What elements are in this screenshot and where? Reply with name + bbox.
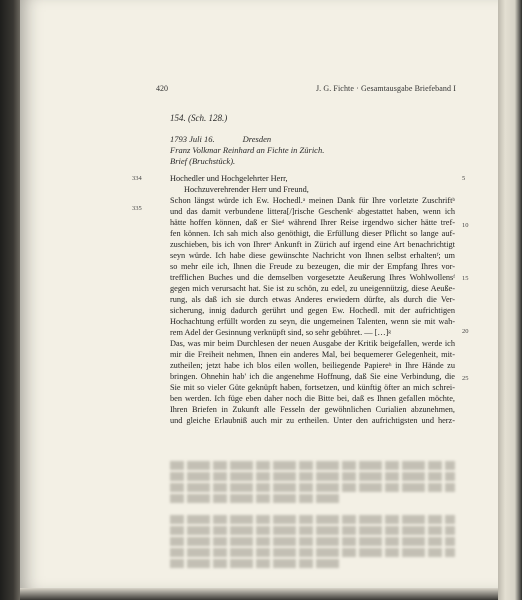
text-line: mir die Freiheit nehmen, Ihnen ein anderes Mal, bei bequemerer Gelegenheit, mit- xyxy=(170,350,455,359)
letter-date-line xyxy=(170,134,271,144)
page-bottom-edge xyxy=(20,588,498,600)
margin-ref-334: 334 xyxy=(132,175,142,182)
text-line: trefflichen Buches und die demselben vorgesetzte Aeußerung Ihres Wohlwollensᶠ xyxy=(170,273,455,282)
text-line: Ihren Briefen in Zukunft alle Fesseln der gewöhnlichen Curialien abzunehmen, xyxy=(170,405,455,414)
running-head xyxy=(156,84,456,96)
page-number: 420 xyxy=(156,84,168,93)
salutation-line: Hochzuverehrender Herr und Freund, xyxy=(184,185,309,194)
running-title: J. G. Fichte · Gesamtausgabe Briefeband I xyxy=(315,84,456,93)
letter-number: 154. (Sch. 128.) xyxy=(170,113,228,123)
text-line: und gleiche Erlaubniß auch mir zu ertheilen. Unter den aufrichtigsten und herz- xyxy=(170,416,455,425)
blurred-footnote-line xyxy=(170,526,455,535)
line-number-15: 15 xyxy=(462,275,469,282)
text-line: rem Adel der Gesinnung verknüpft sind, so sehr gebühret. — […]ᵍ xyxy=(170,328,391,337)
text-line: fen können. Ich sah mich also genöthigt, die Erfüllung dieser Pflicht so lange auf- xyxy=(170,229,455,238)
text-line: bringen. Ohnehin hab' ich die angenehme Hoffnung, daß Sie eine Verbindung, die xyxy=(170,372,455,381)
blurred-apparatus-line xyxy=(170,472,455,481)
text-line: hätte hoffen können, daß er Sieᵈ während Ihrer Reise irgendwo sicher hätte tref- xyxy=(170,218,455,227)
text-line: gegen mich verursacht hat. Sie ist zu schön, zu edel, zu uneigennützig, diese Aeuße- xyxy=(170,284,455,293)
book-gutter-shadow xyxy=(0,0,22,600)
text-line: Schon längst würde ich Ew. Hochedl.ᵃ meinen Dank für Ihre vorletzte Zuschriftᵇ xyxy=(170,196,455,205)
text-line: zutheilen; jetzt habe ich blos eilen wollen, beiliegende Papiereʰ in Ihre Hände zu xyxy=(170,361,455,370)
blurred-apparatus-line xyxy=(170,494,340,503)
line-number-10: 10 xyxy=(462,222,469,229)
facing-page-edge xyxy=(498,0,522,600)
text-line: ben werden. Ich füge eben daher noch die Bitte bei, daß es Ihnen gefallen möchte, xyxy=(170,394,455,403)
line-number-5: 5 xyxy=(462,175,466,182)
text-line: Sie mit so vieler Güte geknüpft haben, fortsetzen, und künftig öfter an mich schrei- xyxy=(170,383,455,392)
salutation-line: Hochedler und Hochgelehrter Herr, xyxy=(170,174,288,183)
text-line: und das damit verbundene littera[/]rische Geschenkᶜ abgestattet haben, wenn ich xyxy=(170,207,455,216)
letter-correspondents: Franz Volkmar Reinhard an Fichte in Zürich. xyxy=(170,145,325,155)
margin-ref-335: 335 xyxy=(132,205,142,212)
text-line: Das, was mir beim Durchlesen der neuen Ausgabe der Kritik beigefallen, werde ich xyxy=(170,339,455,348)
text-line: rung, als daß ich sie durch etwas Anderes erwiedern dürfte, als durch die Ver- xyxy=(170,295,455,304)
text-line: seyn würde. Ich habe diese gewünschte Nachricht von Ihnen selbst erhaltenᶠ; um xyxy=(170,251,455,260)
text-line: sicherung, innig dadurch gerührt und gegen Ew. Hochedl. mit der aufrichtigen xyxy=(170,306,455,315)
blurred-footnote-line xyxy=(170,559,340,568)
blurred-footnote-line xyxy=(170,548,455,557)
text-line: Hochachtung erfüllt worden zu seyn, die ungemeinen Talenten, wenn sie mit wah- xyxy=(170,317,455,326)
line-number-25: 25 xyxy=(462,375,469,382)
letter-type: Brief (Bruchstück). xyxy=(170,156,236,166)
blurred-apparatus-line xyxy=(170,461,455,470)
line-number-20: 20 xyxy=(462,328,469,335)
text-line: zuschieben, bis ich von Ihrerᵉ Ankunft in Zürich auf irgend eine Art benachrichtigt xyxy=(170,240,455,249)
blurred-apparatus-line xyxy=(170,483,455,492)
letter-date: 1793 Juli 16. xyxy=(170,134,215,144)
blurred-footnote-line xyxy=(170,537,455,546)
text-line: so mehr eile ich, Ihnen die Freude zu bezeugen, die mir der Empfang Ihres vor- xyxy=(170,262,455,271)
letter-place: Dresden xyxy=(242,134,272,144)
blurred-footnote-line xyxy=(170,515,455,524)
